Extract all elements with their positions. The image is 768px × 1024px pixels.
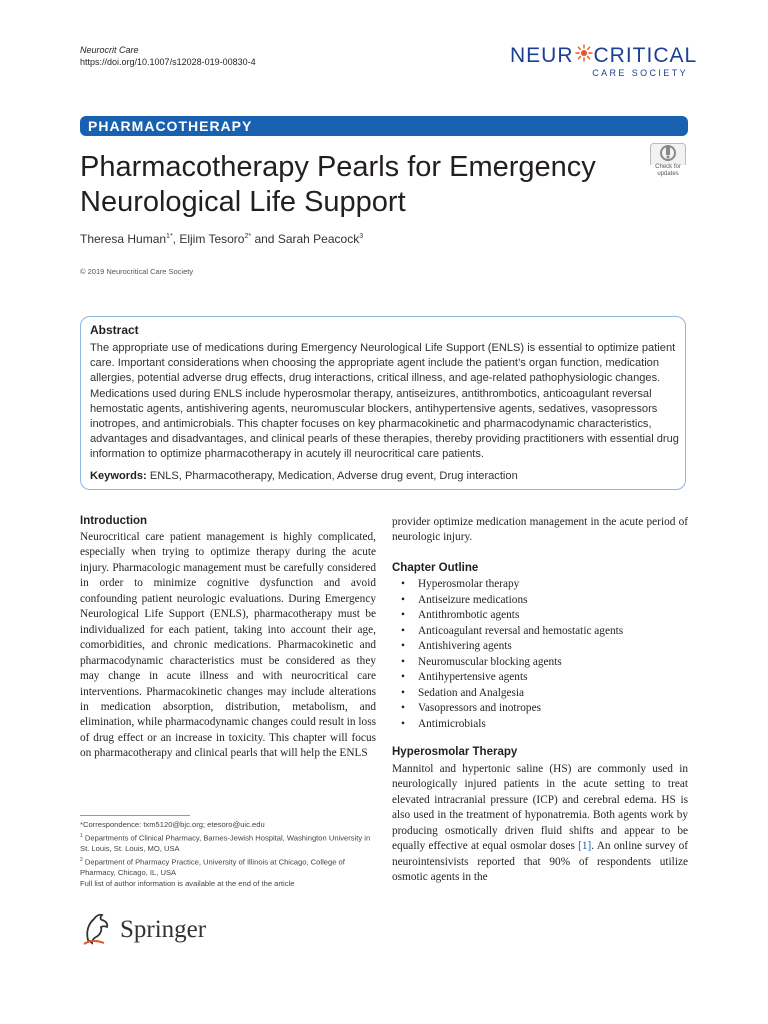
hyperosmolar-text-a: Mannitol and hypertonic saline (HS) are commonly used in neurologically injured patients in the acute setting to treat elevated intracranial pressure (ICP) and cerebral edema. HS is also used in the treatment of hyponatremia. Both agents work by producing osmotically driven fluid shifts and appear to be equally effective at equal osmolar doses xyxy=(392,763,688,853)
journal-info xyxy=(80,44,256,68)
outline-heading: Chapter Outline xyxy=(392,562,479,574)
society-subtitle: CARE SOCIETY xyxy=(592,68,688,78)
outline-item: • Neuromuscular blocking agents xyxy=(392,655,688,671)
citation-link[interactable]: [1] xyxy=(578,840,592,853)
footnote-divider xyxy=(80,815,190,816)
outline-item: • Antishivering agents xyxy=(392,639,688,655)
publisher-name: Springer xyxy=(120,916,207,943)
author-sep: and xyxy=(251,232,278,246)
outline-item: • Antihypertensive agents xyxy=(392,670,688,686)
keywords-list: ENLS, Pharmacotherapy, Medication, Adverse drug event, Drug interaction xyxy=(149,470,518,482)
author-3[interactable]: Sarah Peacock xyxy=(277,232,360,246)
author-1[interactable]: Theresa Human xyxy=(80,232,167,246)
author-2-affil: 2* xyxy=(244,233,252,240)
check-updates-icon xyxy=(650,143,686,165)
hyperosmolar-heading: Hyperosmolar Therapy xyxy=(392,746,518,758)
society-name-left: NEUR xyxy=(510,44,574,67)
author-list xyxy=(80,232,363,246)
keywords-label: Keywords: xyxy=(90,470,147,482)
abstract-text: The appropriate use of medications during Emergency Neurological Life Support (ENLS) is essential to optimize patient care. Important considerations when choosing the appropriate agent include the patient’s organ function, medication allergies, potential adverse drug effects, drug interactions, critical illness, and age-related pathophysiologic changes. Medications used during ENLS include hyperosmolar therapy, antiseizures, antithrombotics, anticoagulant reversal hemostatic agents, antishivering agents, neuromuscular blockers, antihypertensive agents, sedatives, vasopressors inotropes, and antimicrobials. This chapter focuses on key pharmacokinetic and pharmacodynamic characteristics, advantages and disadvantages, and clinical pearls of these therapies, thereby providing practitioners with essential drug information to optimize pharmacotherapy in acutely ill neurocritical care patients. xyxy=(90,342,679,461)
hyperosmolar-text xyxy=(392,762,688,886)
author-sep: , xyxy=(172,232,180,246)
section-label: PHARMACOTHERAPY xyxy=(88,118,253,134)
outline-item: • Hyperosmolar therapy xyxy=(392,577,688,593)
correspondence: *Correspondence: txm5120@bjc.org; etesoro@uic.edu xyxy=(80,820,265,829)
doi-link[interactable]: https://doi.org/10.1007/s12028-019-00830-4 xyxy=(80,57,256,67)
footnote-1 xyxy=(80,831,376,855)
footnote-3: Full list of author information is available at the end of the article xyxy=(80,879,295,889)
check-updates-label: Check for updates xyxy=(655,164,681,177)
footnotes xyxy=(80,820,376,890)
outline-item: • Anticoagulant reversal and hemostatic agents xyxy=(392,624,688,640)
journal-name: Neurocrit Care xyxy=(80,45,139,55)
keywords xyxy=(90,470,680,482)
outline-item: • Antiseizure medications xyxy=(392,593,688,609)
springer-horse-icon xyxy=(80,910,114,946)
footnote-2-text: Department of Pharmacy Practice, University of Illinois at Chicago, College of Pharmacy, Chicago, IL, USA xyxy=(80,857,345,878)
section-band xyxy=(80,116,688,136)
society-logo xyxy=(510,44,698,80)
outline-item: • Antimicrobials xyxy=(392,717,688,733)
footnote-1-num: 1 xyxy=(80,832,83,839)
author-3-affil: 3 xyxy=(359,233,364,240)
author-1-affil: 1* xyxy=(166,233,173,240)
outline-item: • Antithrombotic agents xyxy=(392,608,688,624)
publisher-logo xyxy=(80,910,207,950)
outline-item: • Sedation and Analgesia xyxy=(392,686,688,702)
author-2[interactable]: Eljim Tesoro xyxy=(179,232,245,246)
abstract-heading: Abstract xyxy=(90,323,139,337)
neuron-icon xyxy=(575,44,593,68)
hyperosmolar-text-b: . An online survey of neurointensivists reported that 90% of respondents utilize osmotic agents in the xyxy=(392,840,688,884)
check-updates-badge[interactable] xyxy=(650,143,686,181)
footnote-2 xyxy=(80,855,376,879)
outline-item: • Vasopressors and inotropes xyxy=(392,701,688,717)
chapter-outline xyxy=(392,577,688,732)
continuation-text: provider optimize medication management in the acute period of neurologic injury. xyxy=(392,516,688,544)
footnote-2-num: 2 xyxy=(80,856,83,863)
society-name-right: CRITICAL xyxy=(593,44,698,67)
article-title: Pharmacotherapy Pearls for Emergency Neurological Life Support xyxy=(80,151,596,218)
footnote-1-text: Departments of Clinical Pharmacy, Barnes-Jewish Hospital, Washington University in St. Louis, St. Louis, MO, USA xyxy=(80,833,371,854)
introduction-heading: Introduction xyxy=(80,515,148,527)
introduction-text: Neurocritical care patient management is highly complicated, especially when trying to optimize therapy during the acute injury. Pharmacologic management must be carefully considered in order to minimize cognitive dysfunction and avoid confounding patient neurologic evaluations. During Emergency Neurological Life Support (ENLS), pharmacotherapy must be individualized for each patient, taking into account their age, comorbidities, and chronic medications. Pharmacokinetic and pharmacodynamic characteristics must be considered as they may change in acute illness and with neurocritical care interventions. Pharmacokinetic changes may include alterations in medication absorption, distribution, metabolism, and elimination, while pharmacodynamic changes could result in loss of drug effect or an increase in toxicity. This chapter will focus on pharmacotherapy and clinical pearls that will help the ENLS xyxy=(80,531,376,760)
copyright: © 2019 Neurocritical Care Society xyxy=(80,267,194,276)
